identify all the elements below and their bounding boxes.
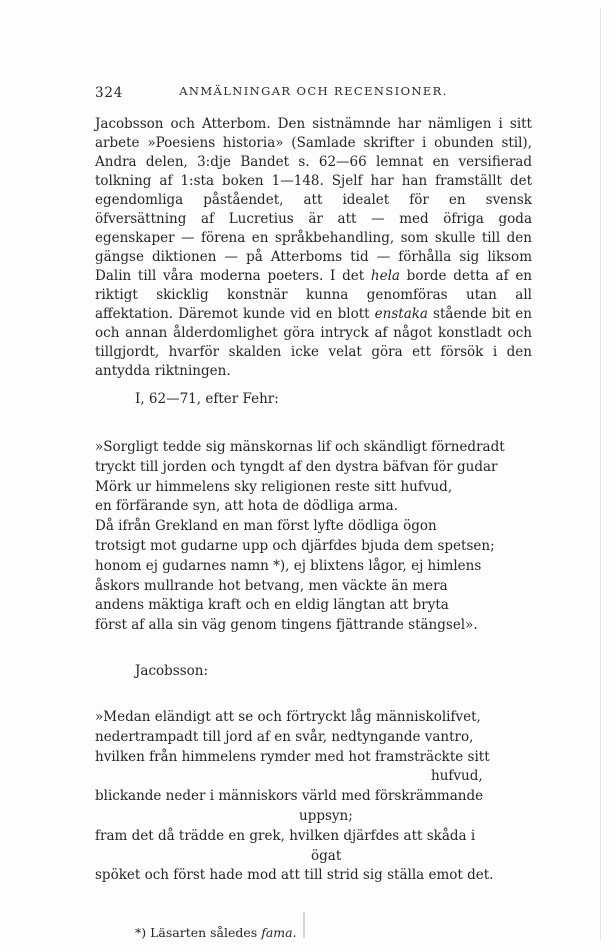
page-content	[95, 84, 532, 942]
verse-line-continuation: hufvud,	[431, 768, 483, 785]
italic-word-hela: hela	[370, 268, 400, 284]
verse-quote-jacobsson	[95, 708, 532, 886]
verse-line: hvilken från himmelens rymder med hot framsträckte sitt	[95, 748, 490, 765]
verse-line: åskors mullrande hot betvang, men väckte än mera	[95, 577, 448, 594]
verse-line: Då ifrån Grekland en man först lyfte dödliga ögon	[95, 518, 437, 535]
verse-line: trotsigt mot gudarne upp och djärfdes bjuda dem spetsen;	[95, 537, 495, 554]
verse-line: Mörk ur himmelens sky religionen reste sitt hufvud,	[95, 478, 453, 495]
scan-artifact-bottom-mark	[303, 912, 305, 938]
verse-line: blickande neder i människors värld med förskrämmande	[95, 788, 484, 805]
verse-line-continuation: ögat	[311, 847, 342, 864]
verse-line: nedertrampadt till jord af en svår, nedtyngande vantro,	[95, 728, 474, 745]
footnote	[95, 924, 532, 942]
verse-line-continuation: uppsyn;	[299, 807, 353, 824]
verse-line: andens mäktiga kraft och en eldig längtan att bryta	[95, 597, 449, 614]
paragraph-text: stående bit en och annan ålderdomlighet göra intryck af något konstladt och tillgjordt, hvarför skalden icke velat göra ett försök i den antydda riktningen.	[95, 306, 532, 379]
verse-line: »Medan eländigt att se och förtryckt låg människolifvet,	[95, 708, 481, 725]
paragraph-text: Jacobsson och Atterbom. Den sistnämnde har nämligen i sitt arbete »Poesiens historia» (Samlade skrifter i obunden stil), Andra delen, 3:dje Bandet s. 62—66 lemnat en versifierad tolkning af 1:sta boken 1—148. Sjelf har han framställt det egendomliga påståendet, att idealet för en svensk öfversättning af Lucretius är att — med öfriga goda egenskaper — förena en språkbehandling, som skulle till den gängse diktionen — på Atterboms tid — förhålla sig liksom Dalin till våra moderna poeters. I det	[95, 116, 532, 284]
scan-artifact-right-edge-line	[600, 8, 601, 940]
verse-line: tryckt till jorden och tyngdt af den dystra bäfvan för gudar	[95, 458, 498, 475]
citation-line: I, 62—71, efter Fehr:	[135, 391, 279, 407]
verse-line: »Sorgligt tedde sig mänskornas lif och skändligt förnedradt	[95, 439, 505, 455]
verse-line: spöket och först hade mod att till strid sig ställa emot det.	[95, 867, 494, 884]
paragraph-text: borde detta af en riktigt skicklig konstnär kunna genomföras utan all affektation. Däremot kunde vid en blott	[95, 268, 532, 322]
running-header-title: ANMÄLNINGAR OCH RECENSIONER.	[179, 84, 448, 98]
italic-word-enstaka: enstaka	[374, 306, 428, 322]
verse-line: en förfärande syn, att hota de dödliga arma.	[95, 498, 398, 515]
verse-line: fram det då trädde en grek, hvilken djärfdes att skåda i	[95, 827, 476, 844]
running-head	[95, 84, 532, 100]
verse-quote-fehr	[95, 438, 532, 636]
main-paragraph	[95, 115, 532, 381]
footnote-italic-fama: fama.	[261, 925, 297, 941]
page-number: 324	[95, 85, 124, 101]
attribution-jacobsson: Jacobsson:	[135, 662, 209, 679]
verse-line: först af alla sin väg genom tingens fjättrande stängsel».	[95, 617, 478, 634]
footnote-text: *) Läsarten således	[135, 925, 262, 941]
verse-line: honom ej gudarnes namn *), ej blixtens lågor, ej himlens	[95, 557, 482, 574]
